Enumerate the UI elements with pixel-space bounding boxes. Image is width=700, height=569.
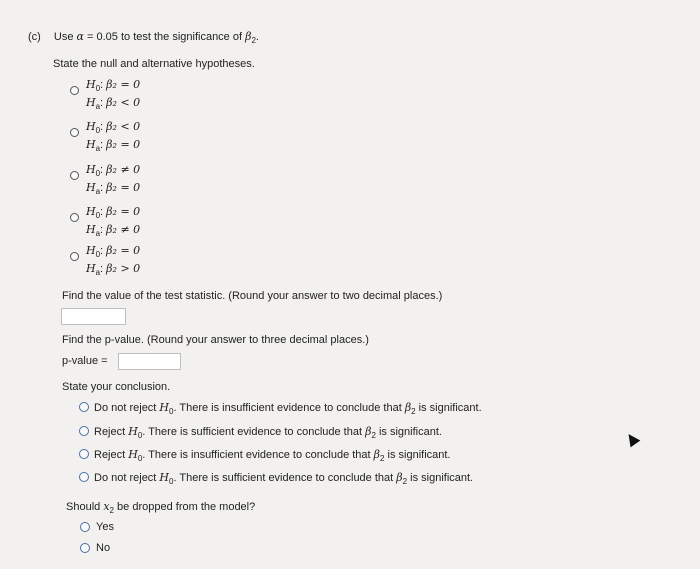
conclusion-text-start: Do not reject xyxy=(94,402,160,414)
h0-subscript: 0 xyxy=(95,250,101,260)
h0-subscript: 0 xyxy=(95,84,101,94)
conclusion-text-middle: . There is sufficient evidence to conclude that xyxy=(173,472,397,484)
conclusion-instruction: State your conclusion. xyxy=(62,381,171,393)
conclusion-text-middle: . There is insufficient evidence to conclude that xyxy=(173,402,405,414)
radio-conclusion-4[interactable] xyxy=(79,472,89,482)
pvalue-input[interactable] xyxy=(118,353,181,370)
h0-relation: β₂ = 0 xyxy=(106,244,141,257)
x-symbol: x xyxy=(103,500,110,513)
radio-conclusion-2[interactable] xyxy=(79,426,89,436)
h0-relation: β₂ = 0 xyxy=(106,205,141,218)
beta-symbol: β xyxy=(396,471,403,484)
h0-label: H xyxy=(86,205,96,218)
conclusion-text-end: is significant. xyxy=(384,449,451,461)
h-symbol: H xyxy=(159,401,170,414)
conclusion-option-4 xyxy=(94,471,473,486)
beta-subscript: 2 xyxy=(411,407,416,417)
beta-subscript: 2 xyxy=(371,431,376,441)
ha-subscript: a xyxy=(95,144,101,154)
ha-subscript: a xyxy=(95,268,101,278)
h0-label: H xyxy=(86,78,96,91)
hypothesis-option-2: $H_0$: β₂ < 0 $H_a$: β₂ = 0 xyxy=(86,120,141,154)
conclusion-text-end: is significant. xyxy=(415,402,482,414)
ha-subscript: a xyxy=(95,229,101,239)
beta-symbol: β xyxy=(373,448,380,461)
radio-conclusion-1[interactable] xyxy=(79,402,89,412)
beta-symbol: β xyxy=(365,425,372,438)
radio-hypothesis-4[interactable] xyxy=(70,213,79,222)
conclusion-text-end: is significant. xyxy=(375,426,442,438)
h0-relation: β₂ ≠ 0 xyxy=(106,163,141,176)
radio-hypothesis-1[interactable] xyxy=(70,86,79,95)
ha-label: H xyxy=(86,96,96,110)
conclusion-text-start: Reject xyxy=(94,426,129,438)
alpha-symbol: α xyxy=(76,30,84,43)
pvalue-label: p-value = xyxy=(62,355,108,367)
h-subscript: 0 xyxy=(137,431,143,441)
h0-label: H xyxy=(86,120,96,133)
ha-subscript: a xyxy=(95,102,101,112)
h0-label: H xyxy=(86,244,96,257)
h-symbol: H xyxy=(159,471,170,484)
question-header xyxy=(28,30,259,45)
ha-label: H xyxy=(86,262,96,276)
test-stat-input[interactable] xyxy=(61,308,126,325)
ha-label: H xyxy=(86,138,96,152)
beta-subscript: 2 xyxy=(380,454,385,464)
h0-subscript: 0 xyxy=(95,211,101,221)
radio-hypothesis-2[interactable] xyxy=(70,128,79,137)
conclusion-option-3 xyxy=(94,448,450,463)
radio-drop-no[interactable] xyxy=(80,543,90,553)
question-prefix: Use xyxy=(53,31,74,43)
mouse-cursor-icon xyxy=(624,431,641,448)
hypothesis-option-4: $H_0$: β₂ = 0 $H_a$: β₂ ≠ 0 xyxy=(86,205,141,239)
drop-question xyxy=(66,500,255,515)
h-symbol: H xyxy=(128,425,138,438)
test-stat-instruction: Find the value of the test statistic. (Round your answer to two decimal places.) xyxy=(62,290,443,302)
h0-subscript: 0 xyxy=(95,169,101,179)
beta-symbol: β xyxy=(245,30,252,43)
part-label: (c) xyxy=(28,31,41,43)
conclusion-text-middle: . There is insufficient evidence to conclude that xyxy=(142,449,374,461)
beta-subscript: 2 xyxy=(402,477,408,487)
ha-label: H xyxy=(86,223,96,237)
hypothesis-instruction: State the null and alternative hypotheses. xyxy=(53,58,255,70)
conclusion-text-start: Reject xyxy=(94,449,129,461)
beta-subscript: 2 xyxy=(251,36,256,46)
h0-subscript: 0 xyxy=(95,126,101,136)
hypothesis-option-5: $H_0$: β₂ = 0 $H_a$: β₂ > 0 xyxy=(86,244,141,278)
ha-relation: β₂ = 0 xyxy=(106,181,141,195)
h0-relation: β₂ = 0 xyxy=(106,78,141,91)
conclusion-option-2 xyxy=(94,425,442,440)
h-subscript: 0 xyxy=(169,477,174,487)
radio-hypothesis-5[interactable] xyxy=(70,252,79,261)
drop-no-label: No xyxy=(96,542,111,554)
drop-question-start: Should xyxy=(66,501,104,513)
ha-relation: β₂ < 0 xyxy=(106,96,141,110)
x-subscript: 2 xyxy=(109,506,114,516)
ha-relation: β₂ = 0 xyxy=(106,138,141,152)
drop-question-end: be dropped from the model? xyxy=(113,501,256,513)
ha-subscript: a xyxy=(95,187,101,197)
question-suffix: . xyxy=(255,31,259,43)
ha-label: H xyxy=(86,181,96,195)
conclusion-option-1 xyxy=(94,401,482,416)
beta-symbol: β xyxy=(404,401,412,414)
h-subscript: 0 xyxy=(169,407,174,417)
h-subscript: 0 xyxy=(137,454,143,464)
radio-conclusion-3[interactable] xyxy=(79,449,89,459)
pvalue-instruction: Find the p-value. (Round your answer to three decimal places.) xyxy=(62,334,369,346)
ha-relation: β₂ ≠ 0 xyxy=(106,223,141,237)
radio-hypothesis-3[interactable] xyxy=(70,171,79,180)
h0-label: H xyxy=(86,163,96,176)
h0-relation: β₂ < 0 xyxy=(106,120,141,133)
hypothesis-option-1: $H_0$: β₂ = 0 $H_a$: β₂ < 0 xyxy=(86,78,141,112)
ha-relation: β₂ > 0 xyxy=(106,262,141,276)
radio-drop-yes[interactable] xyxy=(80,522,90,532)
conclusion-text-middle: . There is sufficient evidence to conclude that xyxy=(142,426,366,438)
alpha-equation: = 0.05 to test the significance of xyxy=(87,31,243,43)
conclusion-text-end: is significant. xyxy=(407,472,474,484)
h-symbol: H xyxy=(128,448,138,461)
conclusion-text-start: Do not reject xyxy=(94,472,160,484)
drop-yes-label: Yes xyxy=(96,521,114,533)
hypothesis-option-3: $H_0$: β₂ ≠ 0 $H_a$: β₂ = 0 xyxy=(86,163,141,197)
